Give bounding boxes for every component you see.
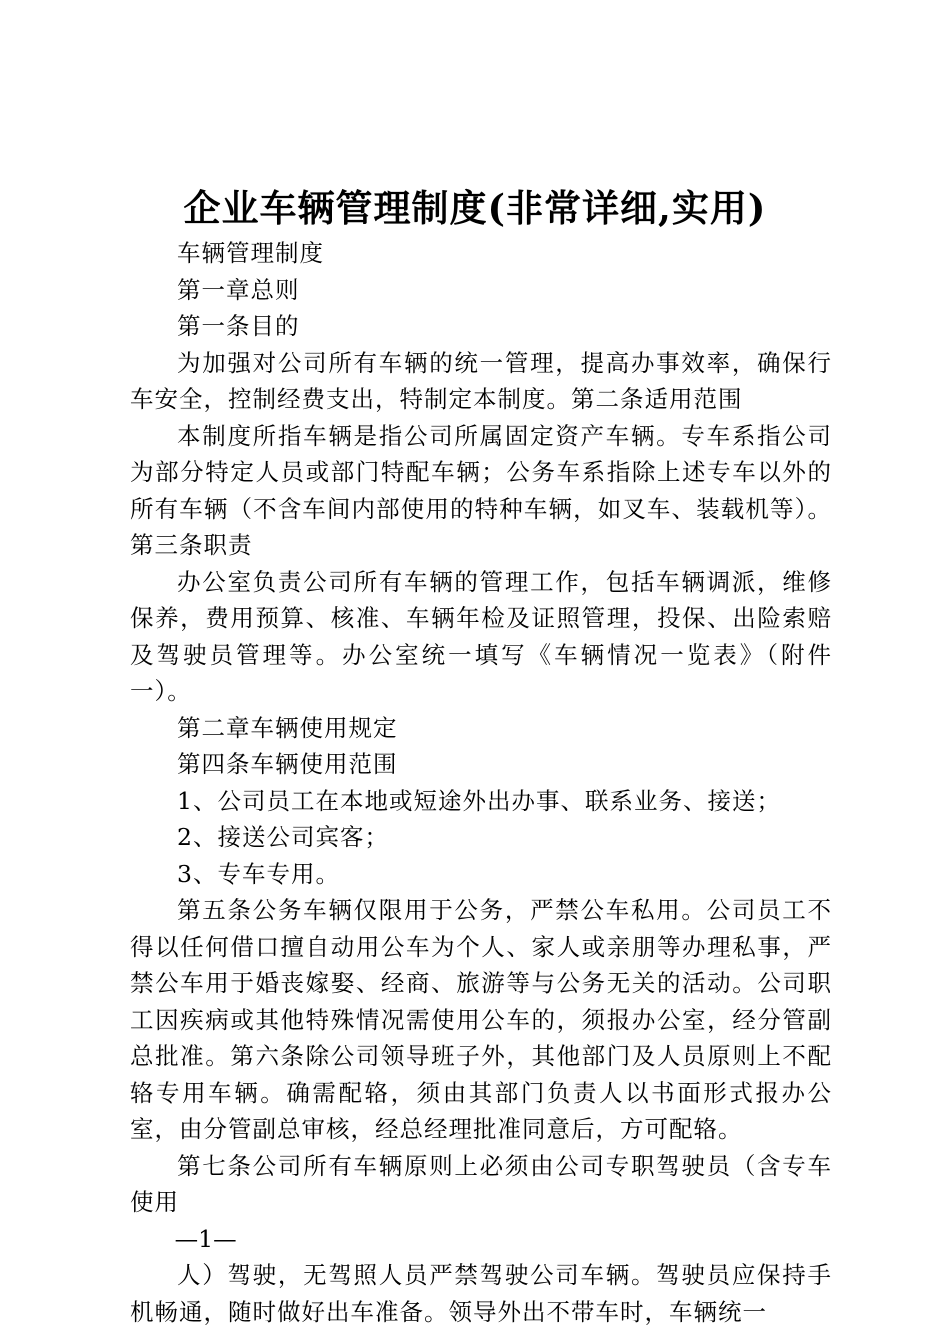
paragraph: 办公室负责公司所有车辆的管理工作，包括车辆调派，维修保养，费用预算、核准、车辆年检及证照管理，投保、出险索赔及驾驶员管理等。办公室统一填写《车辆情况一览表》（附件一）。 xyxy=(130,567,832,705)
paragraph: 人）驾驶，无驾照人员严禁驾驶公司车辆。驾驶员应保持手机畅通，随时做好出车准备。领导外出不带车时，车辆统一 xyxy=(130,1261,832,1326)
paragraph-chapter-1: 第一章总则 xyxy=(177,275,300,304)
list-item: 2、接送公司宾客； xyxy=(177,823,389,851)
document-title: 企业车辆管理制度(非常详细,实用) xyxy=(183,186,767,230)
paragraph: 第五条公务车辆仅限用于公务，严禁公车私用。公司员工不得以任何借口擅自动用公车为个人、家人或亲朋等办理私事，严禁公车用于婚丧嫁娶、经商、旅游等与公务无关的活动。公司职工因疾病或其他特殊情况需使用公车的，须报办公室，经分管副总批准。第六条除公司领导班子外，其他部门及人员原则上不配辂专用车辆。确需配辂，须由其部门负责人以书面形式报办公室，由分管副总审核，经总经理批准同意后，方可配辂。 xyxy=(130,896,832,1143)
paragraph: 本制度所指车辆是指公司所属固定资产车辆。专车系指公司为部分特定人员或部门特配车辆；公务车系指除上述专车以外的所有车辆（不含车间内部使用的特种车辆，如叉车、装载机等）。第三条职责 xyxy=(130,421,832,559)
paragraph-article-1: 第一条目的 xyxy=(177,312,300,340)
page-number: —1— xyxy=(174,1224,237,1253)
paragraph-chapter-2: 第二章车辆使用规定 xyxy=(177,713,398,742)
paragraph-article-4: 第四条车辆使用范围 xyxy=(177,750,398,778)
paragraph-heading: 车辆管理制度 xyxy=(177,239,324,267)
list-item: 1、公司员工在本地或短途外出办事、联系业务、接送； xyxy=(177,786,781,815)
paragraph: 为加强对公司所有车辆的统一管理，提高办事效率，确保行车安全，控制经费支出，特制定本制度。第二条适用范围 xyxy=(130,348,832,413)
document-body xyxy=(130,235,832,1330)
list-item: 3、专车专用。 xyxy=(177,859,340,888)
paragraph: 第七条公司所有车辆原则上必须由公司专职驾驶员（含专车使用 xyxy=(130,1151,832,1216)
